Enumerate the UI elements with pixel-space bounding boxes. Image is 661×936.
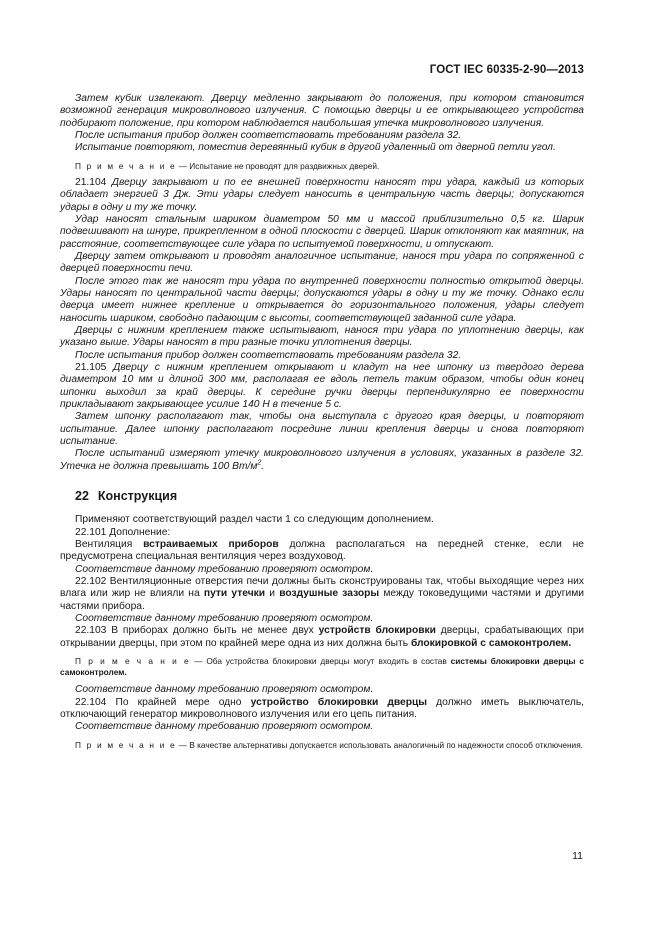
paragraph: Удар наносят стальным шариком диаметром 50 мм и массой приблизительно 0,5 кг. Шарик подвешивают на шнуре, прикрепленном в одной плоскости с дверцей. Шарик отклоняют как маятник, на расстояние, соответствующее силе удара по испытуемой поверхности, и отпускают. — [60, 213, 584, 250]
paragraph-text: После испытаний измеряют утечку микроволнового излучения в условиях, указанных в разделе 32. Утечка не должна превышать 100 Вт/м — [60, 448, 584, 472]
paragraph: Затем шпонку располагают так, чтобы она выступала с другого края дверцы, и повторяют испытание. Далее шпонку располагают посредине линии крепления дверцы и снова повторяют испытание. — [60, 411, 584, 448]
clause-21-105 — [60, 362, 584, 411]
clause-number: 21.104 — [75, 176, 107, 188]
paragraph: Затем кубик извлекают. Дверцу медленно закрывают до положения, при котором становится возможной генерация микроволнового излучения. С помощью дверцы и ее открывающего устройства подбирают положение, при котором наблюдается наибольшая утечка микроволнового излучения. — [60, 93, 584, 129]
note-text: — Оба устройства блокировки дверцы могут входить в состав — [190, 655, 451, 666]
paragraph-end: . — [261, 460, 265, 472]
note-text: — Испытание не проводят для раздвижных дверей. — [176, 160, 380, 171]
text: должно иметь выключатель, отключающий генератор микроволнового излучения или его цепь питания. — [60, 696, 585, 721]
document-code-header: ГОСТ IEC 60335-2-90—2013 — [429, 64, 584, 76]
note — [60, 740, 584, 751]
note-label: П р и м е ч а н и е — [75, 655, 191, 666]
clause-22-103 — [60, 625, 584, 650]
clause-21-104 — [60, 177, 584, 214]
term: встраиваемых приборов — [143, 538, 279, 550]
text: дверцы, срабатывающих при открывании дверцы, при этом по крайней мере одна из них должна быть — [60, 625, 584, 649]
paragraph: Соответствие данному требованию проверяют осмотром. — [75, 684, 374, 696]
note-text: — В качестве альтернативы допускается использовать аналогичный по надежности способ отключения. — [176, 739, 583, 750]
text: 22.104 По крайней мере одно — [75, 696, 251, 708]
note — [60, 161, 584, 172]
note-label: П р и м е ч а н и е — [75, 739, 177, 750]
section-number: 22 — [75, 489, 89, 504]
paragraph: Соответствие данному требованию проверяют осмотром. — [75, 563, 374, 575]
term: воздушные зазоры — [279, 588, 380, 600]
clause-text: Дверцу с нижним креплением открывают и кладут на нее шпонку из твердого дерева диаметром 10 мм и длиной 300 мм, располагая ее вдоль петель таким образом, чтобы один конец шпонки выходил за край дверцы. К середине ручки дверцы перпендикулярно ее поверхности прикладывают закрывающее усилие 140 Н в течение 5 с. — [60, 362, 584, 411]
paragraph: Применяют соответствующий раздел части 1 со следующим дополнением. — [75, 514, 434, 526]
text: 22.102 Вентиляционные отверстия печи должны быть сконструированы так, чтобы выходящие через них влага или жир не влияли на — [60, 575, 584, 600]
text: между токоведущими частями и другими частями прибора. — [60, 588, 584, 612]
term: устройств блокировки — [318, 625, 436, 637]
clause-number: 21.105 — [75, 362, 107, 374]
clause-text: Дверцу закрывают и по ее внешней поверхности наносят три удара, каждый из которых обладает энергией 3 Дж. Эти удары следует наносить в центральную часть дверцы; допускаются удары в одну и ту же точку. — [60, 176, 584, 213]
text: 22.103 В приборах должно быть не менее двух — [75, 625, 319, 637]
paragraph: Соответствие данному требованию проверяют осмотром. — [75, 721, 374, 733]
term: блокировкой с самоконтролем. — [410, 637, 572, 649]
document-body — [60, 93, 584, 751]
clause-22-101: 22.101 Дополнение: — [75, 526, 171, 538]
clause-22-102 — [60, 576, 584, 613]
term: устройство блокировки дверцы — [250, 696, 428, 708]
superscript: 2 — [257, 459, 262, 467]
paragraph: Дверцы с нижним креплением также испытывают, нанося три удара по уплотнению дверцы, как указано выше. Удары наносят в три разные точки уплотнения дверцы. — [60, 325, 584, 349]
section-title: Конструкция — [97, 489, 178, 504]
paragraph — [60, 448, 584, 473]
text: и — [265, 588, 280, 600]
paragraph: Соответствие данному требованию проверяют осмотром. — [75, 612, 374, 624]
note-label: П р и м е ч а н и е — [75, 160, 177, 171]
paragraph: После этого так же наносят три удара по внутренней поверхности полностью открытой дверцы. Удары наносят по центральной части дверцы; допускаются удары в одну и ту же точку. Однако если дверца имеет нижнее крепление и открывается до горизонтального положения, удары следует наносить шариком, свободно падающим с высоты, соответствующей заданной силе удара. — [60, 275, 584, 324]
clause-22-104 — [60, 697, 584, 722]
paragraph: Дверцу затем открывают и проводят аналогичное испытание, нанося три удара по сопряженной с дверцей поверхности печи. — [60, 250, 584, 275]
term: системы блокировки дверцы с самоконтролем. — [60, 655, 584, 678]
paragraph: После испытания прибор должен соответствовать требованиям раздела 32. — [75, 130, 462, 142]
text: Вентиляция — [75, 538, 144, 550]
paragraph — [60, 539, 584, 564]
note — [60, 656, 584, 678]
term: пути утечки — [203, 588, 266, 600]
page-number: 11 — [572, 850, 583, 862]
paragraph: Испытание повторяют, поместив деревянный кубик в другой удаленный от дверной петли угол. — [75, 142, 556, 154]
section-heading — [60, 489, 584, 503]
text: должна располагаться на передней стенке, если не предусмотрена специальная вентиляция через воздуховод. — [60, 538, 585, 563]
paragraph: После испытания прибор должен соответствовать требованиям раздела 32. — [75, 349, 462, 361]
